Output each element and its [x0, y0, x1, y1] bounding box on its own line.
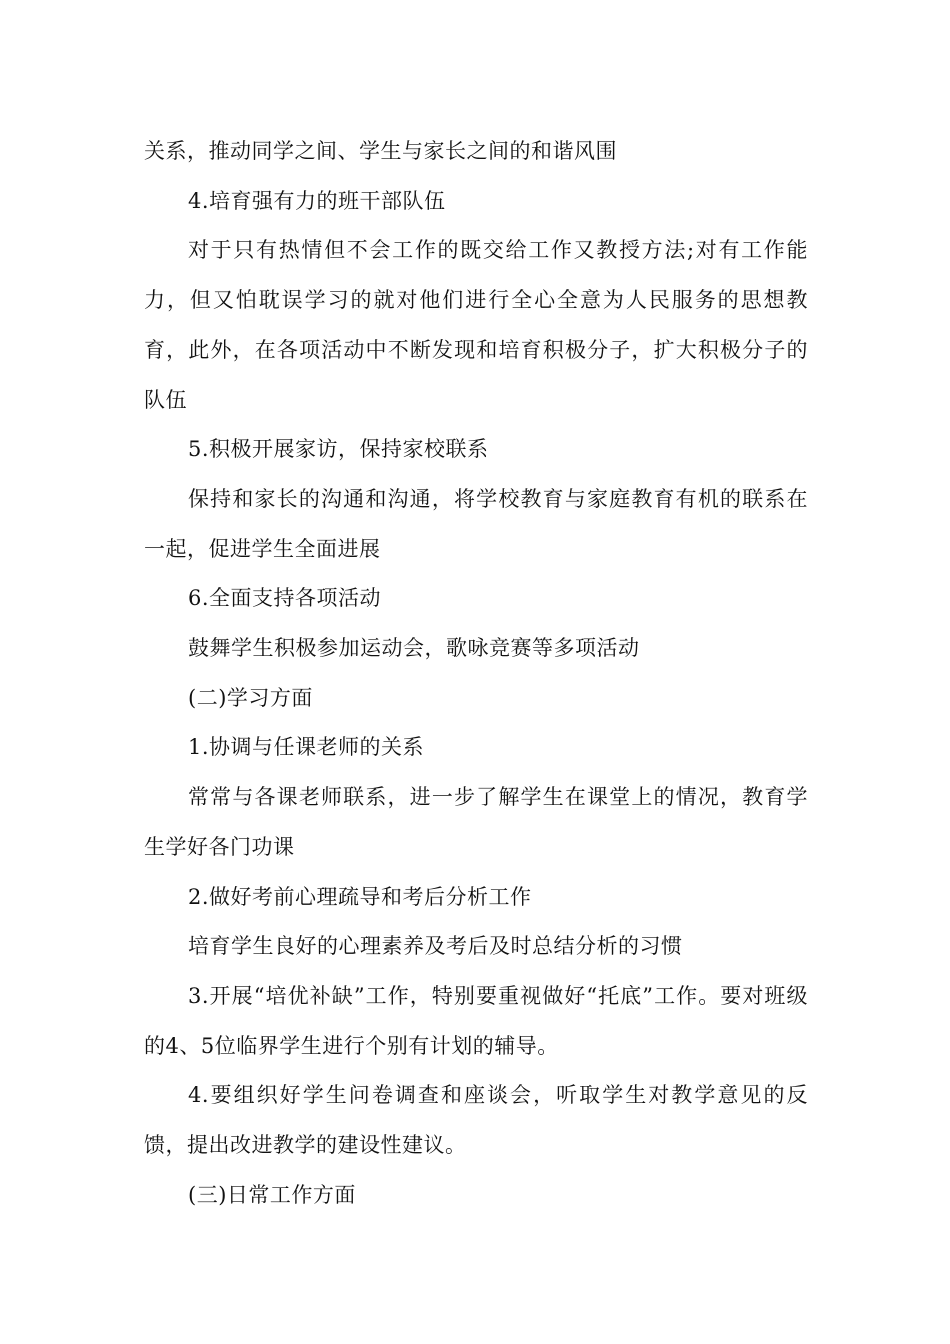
paragraph-continuation: 关系，推动同学之间、学生与家长之间的和谐风围	[144, 139, 617, 163]
paragraph-activities: 鼓舞学生积极参加运动会，歌咏竞赛等多项活动	[188, 636, 640, 661]
section-heading-daily-work: (三)日常工作方面	[188, 1182, 356, 1207]
study-item-4: 4.要组织好学生问卷调查和座谈会，听取学生对教学意见的反馈，提出改进教学的建设性建议。	[144, 1083, 808, 1158]
document-body	[144, 127, 808, 1220]
paragraph-home-visits: 保持和家长的沟通和沟通，将学校教育与家庭教育有机的联系在一起，促进学生全面进展	[144, 486, 808, 561]
item-heading-4: 4.培育强有力的班干部队伍	[188, 188, 446, 213]
section-heading-study: (二)学习方面	[188, 685, 313, 710]
item-heading-6: 6.全面支持各项活动	[188, 586, 382, 611]
paragraph-cadre-training: 对于只有热情但不会工作的既交给工作又教授方法;对有工作能力，但又怕耽误学习的就对他们进行全心全意为人民服务的思想教育，此外，在各项活动中不断发现和培育积极分子，扩大积极分子的队伍	[144, 238, 808, 412]
study-item-heading-2: 2.做好考前心理疏导和考后分析工作	[188, 884, 532, 909]
study-item-3: 3.开展“培优补缺”工作，特别要重视做好“托底”工作。要对班级的4、5位临界学生进行个别有计划的辅导。	[144, 983, 808, 1058]
study-item-heading-1: 1.协调与任课老师的关系	[188, 735, 425, 760]
paragraph-teacher-contact: 常常与各课老师联系，进一步了解学生在课堂上的情况，教育学生学好各门功课	[144, 785, 808, 859]
item-heading-5: 5.积极开展家访，保持家校联系	[188, 437, 489, 462]
paragraph-exam-psychology: 培育学生良好的心理素养及考后及时总结分析的习惯	[188, 934, 683, 959]
